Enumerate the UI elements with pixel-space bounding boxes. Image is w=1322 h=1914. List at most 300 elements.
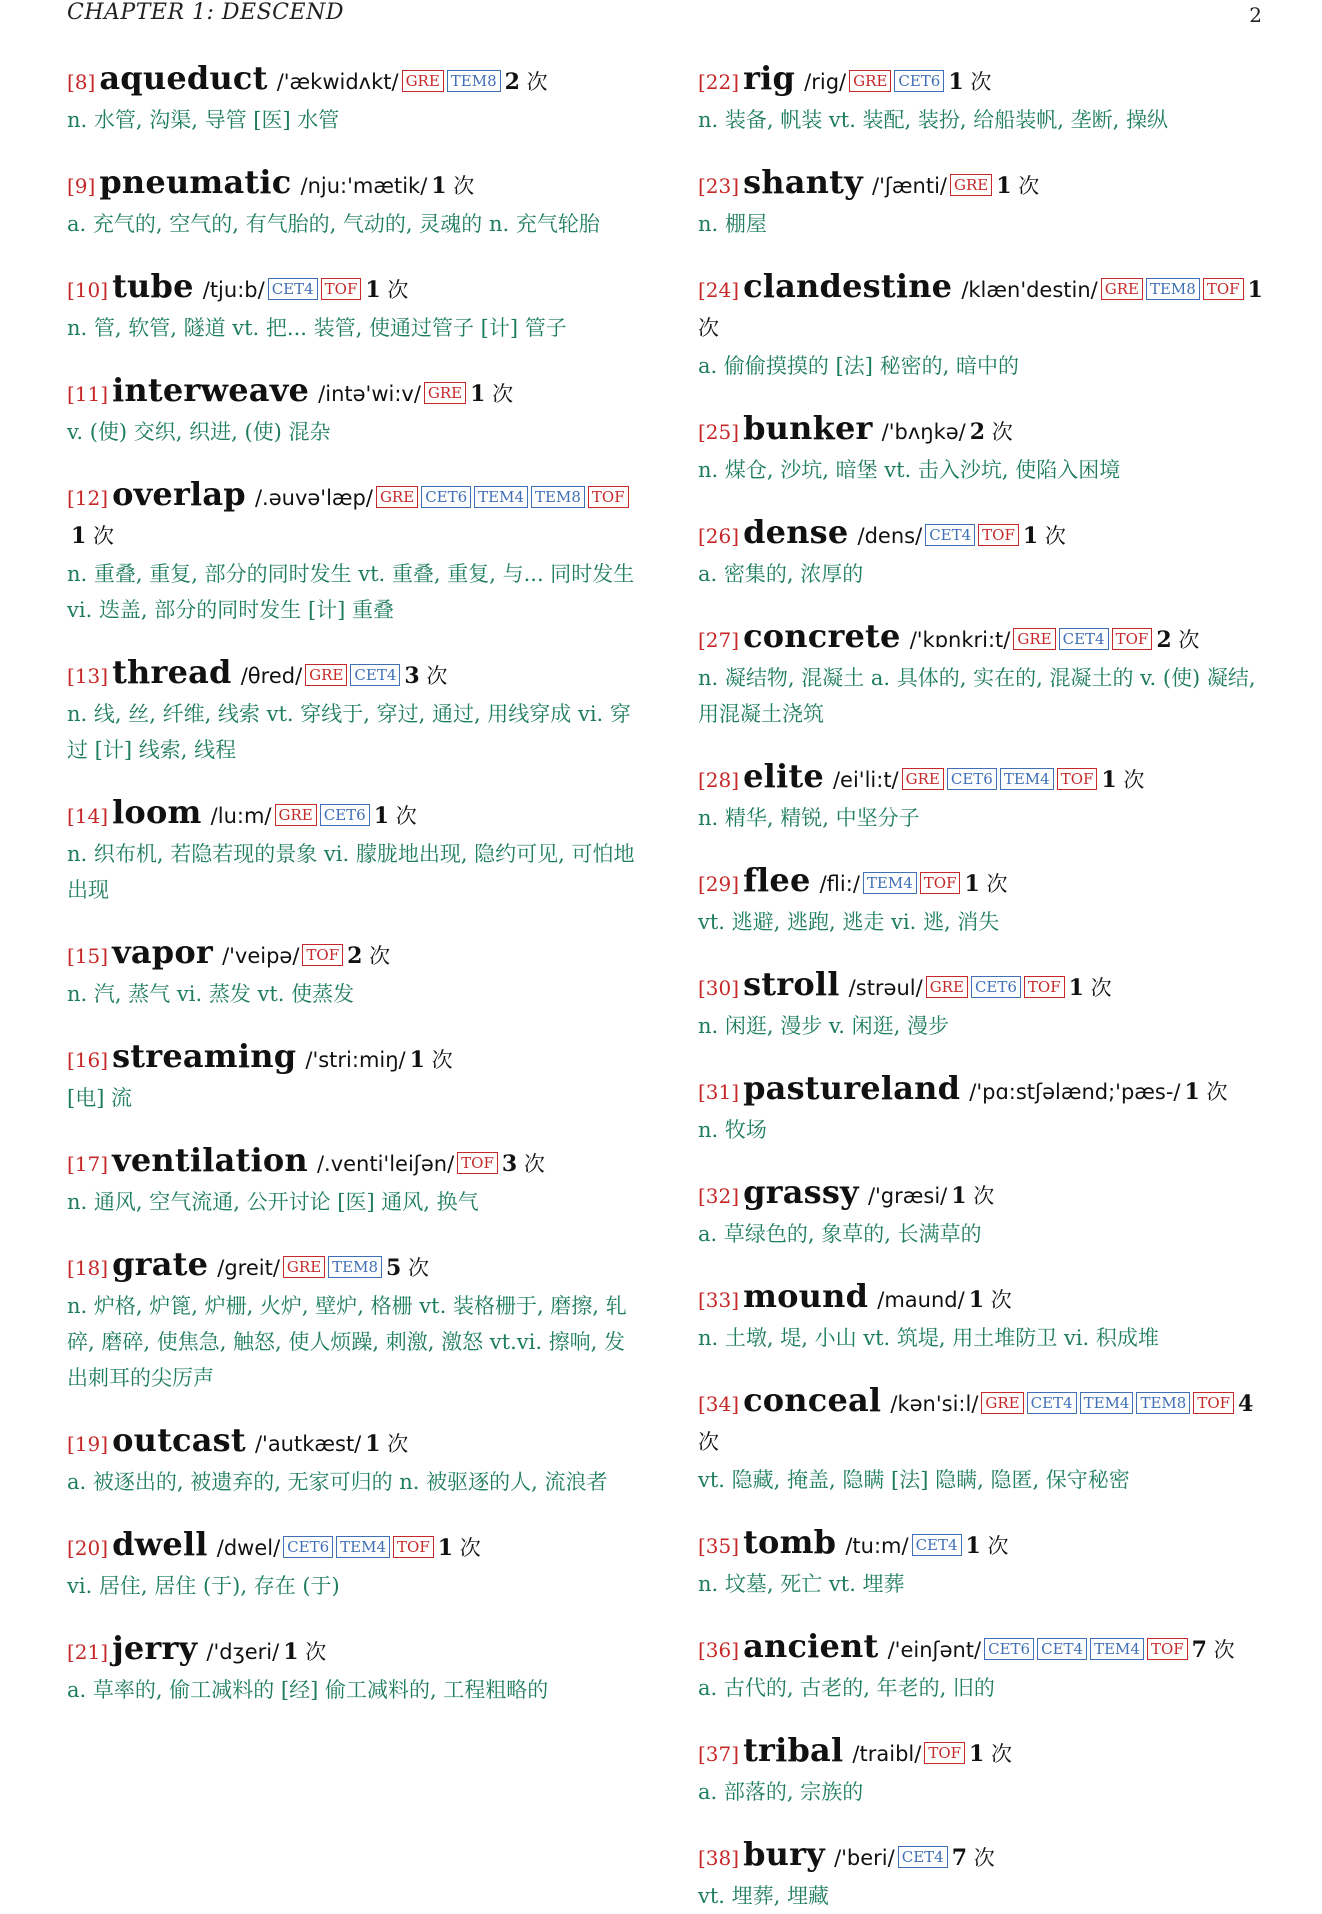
- count-unit: 次: [523, 1152, 545, 1176]
- phonetic: /rig/: [804, 70, 847, 94]
- count-number: 1: [969, 1741, 985, 1767]
- count-unit: 次: [991, 420, 1013, 444]
- count-number: 2: [969, 419, 986, 445]
- entry-headline: [67, 1526, 642, 1568]
- entry-headline: [698, 60, 1278, 102]
- headword: interweave: [112, 371, 310, 409]
- count-unit: 次: [973, 1846, 995, 1870]
- phonetic: /klæn'destin/: [961, 278, 1098, 302]
- word-entry: [698, 1524, 1278, 1602]
- frequency-count: [966, 1534, 1009, 1558]
- entry-index: [16]: [67, 1048, 109, 1072]
- headword: dense: [743, 513, 849, 551]
- count-unit: 次: [1206, 1080, 1228, 1104]
- phonetic: /'autkæst/: [254, 1432, 362, 1456]
- word-entry: [698, 410, 1278, 488]
- entry-headline: [698, 862, 1278, 904]
- count-number: 3: [501, 1151, 518, 1177]
- exam-tag-cet4: CET4: [1037, 1638, 1087, 1660]
- exam-tag-tof: TOF: [924, 1742, 965, 1764]
- definition: n. 棚屋: [698, 212, 767, 236]
- phonetic: /'einʃənt/: [887, 1638, 982, 1662]
- exam-tag-tem4: TEM4: [1090, 1638, 1144, 1660]
- entry-index: [13]: [67, 664, 109, 688]
- definition: n. 线, 丝, 纤维, 线索 vt. 穿线于, 穿过, 通过, 用线穿成 vi. 穿过 [计] 线索, 线程: [67, 702, 631, 762]
- phonetic: /strəul/: [848, 976, 923, 1000]
- word-entry: [67, 268, 642, 346]
- word-entry: [67, 1038, 642, 1116]
- word-entry: [67, 934, 642, 1012]
- entry-headline: [67, 164, 642, 206]
- exam-tag-cet6: CET6: [971, 976, 1021, 998]
- page-number: 2: [1249, 3, 1262, 27]
- headword: outcast: [112, 1421, 246, 1459]
- phonetic: /lu:m/: [210, 804, 272, 828]
- frequency-count: [438, 1536, 481, 1560]
- phonetic: /.venti'leiʃən/: [316, 1152, 455, 1176]
- entry-index: [22]: [698, 70, 740, 94]
- definition: n. 炉格, 炉篦, 炉栅, 火炉, 壁炉, 格栅 vt. 装格栅于, 磨擦, 轧碎, 磨碎, 使焦急, 触怒, 使人烦躁, 刺激, 激怒 vt.vi. 擦响, 发出刺耳的尖厉声: [67, 1294, 627, 1390]
- count-number: 1: [470, 381, 486, 407]
- frequency-count: [365, 278, 408, 302]
- definition: n. 管, 软管, 隧道 vt. 把... 装管, 使通过管子 [计] 管子: [67, 316, 567, 340]
- frequency-count: [969, 1288, 1012, 1312]
- definition: n. 煤仓, 沙坑, 暗堡 vt. 击入沙坑, 使陷入困境: [698, 458, 1121, 482]
- exam-tag-cet6: CET6: [947, 768, 997, 790]
- count-number: 1: [365, 277, 381, 303]
- count-number: 1: [1068, 975, 1084, 1001]
- exam-tag-tem8: TEM8: [1146, 278, 1200, 300]
- exam-tag-tof: TOF: [1057, 768, 1098, 790]
- frequency-count: [374, 804, 417, 828]
- frequency-count: [1185, 1080, 1228, 1104]
- exam-tag-cet6: CET6: [894, 70, 944, 92]
- exam-tag-tem4: TEM4: [474, 486, 528, 508]
- entry-headline: [698, 618, 1278, 660]
- entry-index: [17]: [67, 1152, 109, 1176]
- word-entry: [67, 60, 642, 138]
- definition: vi. 居住, 居住 (于), 存在 (于): [67, 1574, 340, 1598]
- definition: n. 土墩, 堤, 小山 vt. 筑堤, 用土堆防卫 vi. 积成堆: [698, 1326, 1159, 1350]
- headword: pastureland: [743, 1069, 961, 1107]
- headword: pneumatic: [99, 163, 292, 201]
- definition: n. 通风, 空气流通, 公开讨论 [医] 通风, 换气: [67, 1190, 479, 1214]
- exam-tag-tof: TOF: [393, 1536, 434, 1558]
- count-unit: 次: [973, 1184, 995, 1208]
- entry-headline: [67, 654, 642, 696]
- frequency-count: [952, 1846, 995, 1870]
- frequency-count: [1156, 628, 1199, 652]
- count-unit: 次: [526, 70, 548, 94]
- entry-index: [18]: [67, 1256, 109, 1280]
- left-column: [67, 60, 642, 1708]
- count-unit: 次: [970, 70, 992, 94]
- count-number: 7: [951, 1845, 968, 1871]
- headword: bury: [743, 1835, 825, 1873]
- count-number: 1: [996, 173, 1012, 199]
- exam-tag-cet4: CET4: [350, 664, 400, 686]
- frequency-count: [948, 70, 991, 94]
- phonetic: /greit/: [217, 1256, 280, 1280]
- frequency-count: [410, 1048, 453, 1072]
- exam-tag-cet4: CET4: [912, 1534, 962, 1556]
- count-number: 1: [948, 69, 964, 95]
- entry-headline: [67, 1422, 642, 1464]
- frequency-count: [1069, 976, 1112, 1000]
- count-number: 1: [1022, 523, 1039, 549]
- exam-tag-gre: GRE: [981, 1392, 1023, 1414]
- definition: n. 装备, 帆装 vt. 装配, 装扮, 给船装帆, 垄断, 操纵: [698, 108, 1168, 132]
- entry-index: [14]: [67, 804, 109, 828]
- exam-tag-tof: TOF: [1024, 976, 1065, 998]
- entry-index: [15]: [67, 944, 109, 968]
- entry-headline: [698, 1278, 1278, 1320]
- exam-tag-cet4: CET4: [1027, 1392, 1077, 1414]
- entry-index: [10]: [67, 278, 109, 302]
- exam-tag-gre: GRE: [376, 486, 418, 508]
- exam-tag-tof: TOF: [1112, 628, 1153, 650]
- entry-headline: [698, 1382, 1278, 1462]
- frequency-count: [969, 1742, 1012, 1766]
- definition: n. 凝结物, 混凝土 a. 具体的, 实在的, 混凝土的 v. (使) 凝结, 用混凝土浇筑: [698, 666, 1256, 726]
- count-unit: 次: [369, 944, 391, 968]
- count-number: 1: [964, 871, 980, 897]
- phonetic: /'ækwidʌkt/: [276, 70, 399, 94]
- headword: rig: [743, 59, 796, 97]
- word-entry: [67, 794, 642, 908]
- definition: vt. 隐藏, 掩盖, 隐瞒 [法] 隐瞒, 隐匿, 保守秘密: [698, 1468, 1130, 1492]
- exam-tag-tof: TOF: [1193, 1392, 1234, 1414]
- entry-index: [33]: [698, 1288, 740, 1312]
- exam-tag-tof: TOF: [1203, 278, 1244, 300]
- word-entry: [67, 372, 642, 450]
- word-entry: [67, 1630, 642, 1708]
- count-number: 1: [283, 1639, 299, 1665]
- entry-headline: [698, 1732, 1278, 1774]
- count-unit: 次: [395, 804, 417, 828]
- entry-headline: [67, 60, 642, 102]
- count-number: 1: [1184, 1079, 1200, 1105]
- exam-tag-tem8: TEM8: [447, 70, 501, 92]
- definition: n. 闲逛, 漫步 v. 闲逛, 漫步: [698, 1014, 949, 1038]
- exam-tag-tof: TOF: [1147, 1638, 1188, 1660]
- phonetic: /ei'li:t/: [832, 768, 899, 792]
- exam-tag-gre: GRE: [275, 804, 317, 826]
- exam-tag-gre: GRE: [1013, 628, 1055, 650]
- entry-index: [32]: [698, 1184, 740, 1208]
- exam-tag-tem4: TEM4: [863, 872, 917, 894]
- count-number: 1: [437, 1535, 454, 1561]
- exam-tag-gre: GRE: [926, 976, 968, 998]
- entry-index: [27]: [698, 628, 740, 652]
- headword: elite: [743, 757, 824, 795]
- headword: mound: [743, 1277, 869, 1315]
- frequency-count: [470, 382, 513, 406]
- headword: tribal: [743, 1731, 844, 1769]
- exam-tag-cet6: CET6: [320, 804, 370, 826]
- exam-tag-tof: TOF: [920, 872, 961, 894]
- definition: a. 充气的, 空气的, 有气胎的, 气动的, 灵魂的 n. 充气轮胎: [67, 212, 600, 236]
- exam-tag-tof: TOF: [321, 278, 362, 300]
- word-entry: [698, 758, 1278, 836]
- count-unit: 次: [987, 1534, 1009, 1558]
- frequency-count: [404, 664, 447, 688]
- phonetic: /intə'wi:v/: [318, 382, 421, 406]
- entry-index: [36]: [698, 1638, 740, 1662]
- phonetic: /'beri/: [834, 1846, 895, 1870]
- headword: aqueduct: [99, 59, 268, 97]
- exam-tag-tem4: TEM4: [1000, 768, 1054, 790]
- count-unit: 次: [453, 174, 475, 198]
- frequency-count: [365, 1432, 408, 1456]
- frequency-count: [431, 174, 474, 198]
- count-number: 5: [386, 1255, 402, 1281]
- entry-index: [19]: [67, 1432, 109, 1456]
- count-number: 7: [1191, 1637, 1207, 1663]
- phonetic: /θred/: [240, 664, 303, 688]
- count-unit: 次: [1090, 976, 1112, 1000]
- headword: overlap: [112, 475, 246, 513]
- entry-index: [12]: [67, 486, 109, 510]
- headword: grate: [112, 1245, 209, 1283]
- entry-headline: [698, 164, 1278, 206]
- entry-headline: [698, 410, 1278, 452]
- definition: n. 精华, 精锐, 中坚分子: [698, 806, 920, 830]
- entry-headline: [698, 514, 1278, 556]
- count-unit: 次: [698, 316, 719, 340]
- exam-tag-cet4: CET4: [925, 524, 975, 546]
- entry-index: [25]: [698, 420, 740, 444]
- frequency-count: [1023, 524, 1066, 548]
- frequency-count: [964, 872, 1007, 896]
- frequency-count: [71, 524, 114, 548]
- phonetic: /maund/: [877, 1288, 965, 1312]
- headword: flee: [743, 861, 811, 899]
- exam-tag-tof: TOF: [978, 524, 1019, 546]
- headword: bunker: [743, 409, 873, 447]
- entry-headline: [67, 934, 642, 976]
- word-entry: [698, 966, 1278, 1044]
- entry-headline: [698, 1836, 1278, 1878]
- count-unit: 次: [387, 278, 409, 302]
- exam-tag-tem4: TEM4: [1080, 1392, 1134, 1414]
- exam-tag-cet6: CET6: [421, 486, 471, 508]
- exam-tag-cet4: CET4: [268, 278, 318, 300]
- definition: a. 草绿色的, 象草的, 长满草的: [698, 1222, 982, 1246]
- count-unit: 次: [431, 1048, 453, 1072]
- definition: a. 被逐出的, 被遗弃的, 无家可归的 n. 被驱逐的人, 流浪者: [67, 1470, 608, 1494]
- entry-headline: [698, 758, 1278, 800]
- exam-tag-tem8: TEM8: [328, 1256, 382, 1278]
- entry-headline: [67, 476, 642, 556]
- word-entry: [67, 1422, 642, 1500]
- entry-index: [8]: [67, 70, 96, 94]
- word-entry: [698, 1070, 1278, 1148]
- definition: n. 重叠, 重复, 部分的同时发生 vt. 重叠, 重复, 与... 同时发生 vi. 迭盖, 部分的同时发生 [计] 重叠: [67, 562, 635, 622]
- count-unit: 次: [1178, 628, 1200, 652]
- exam-tag-cet6: CET6: [984, 1638, 1034, 1660]
- definition: a. 古代的, 古老的, 年老的, 旧的: [698, 1676, 995, 1700]
- exam-tag-cet4: CET4: [1059, 628, 1109, 650]
- entry-headline: [67, 1038, 642, 1080]
- headword: grassy: [743, 1173, 859, 1211]
- entry-headline: [67, 268, 642, 310]
- headword: ancient: [743, 1627, 879, 1665]
- headword: loom: [112, 793, 202, 831]
- phonetic: /'bʌŋkə/: [881, 420, 966, 444]
- entry-index: [20]: [67, 1536, 109, 1560]
- count-unit: 次: [408, 1256, 430, 1280]
- phonetic: /.əuvə'læp/: [254, 486, 373, 510]
- entry-index: [29]: [698, 872, 740, 896]
- exam-tag-gre: GRE: [1101, 278, 1143, 300]
- word-entry: [67, 1246, 642, 1396]
- entry-index: [28]: [698, 768, 740, 792]
- entry-index: [9]: [67, 174, 96, 198]
- right-column: [698, 60, 1278, 1914]
- word-entry: [698, 1278, 1278, 1356]
- word-entry: [698, 862, 1278, 940]
- count-unit: 次: [426, 664, 448, 688]
- entry-index: [35]: [698, 1534, 740, 1558]
- entry-index: [11]: [67, 382, 109, 406]
- entry-headline: [67, 1142, 642, 1184]
- entry-index: [26]: [698, 524, 740, 548]
- count-number: 1: [71, 523, 87, 549]
- count-number: 4: [1238, 1391, 1254, 1417]
- exam-tag-gre: GRE: [402, 70, 444, 92]
- definition: [电] 流: [67, 1086, 133, 1110]
- word-entry: [67, 476, 642, 628]
- entry-index: [24]: [698, 278, 740, 302]
- headword: conceal: [743, 1381, 882, 1419]
- phonetic: /traibl/: [852, 1742, 922, 1766]
- definition: n. 坟墓, 死亡 vt. 埋葬: [698, 1572, 905, 1596]
- exam-tag-gre: GRE: [849, 70, 891, 92]
- phonetic: /'stri:miŋ/: [305, 1048, 406, 1072]
- count-number: 1: [431, 173, 447, 199]
- entry-index: [31]: [698, 1080, 740, 1104]
- count-unit: 次: [1213, 1638, 1235, 1662]
- entry-headline: [698, 1628, 1278, 1670]
- entry-index: [21]: [67, 1640, 109, 1664]
- headword: stroll: [743, 965, 840, 1003]
- exam-tag-gre: GRE: [950, 174, 992, 196]
- count-number: 1: [373, 803, 390, 829]
- exam-tag-tof: TOF: [302, 944, 343, 966]
- count-number: 3: [404, 663, 420, 689]
- headword: vapor: [112, 933, 213, 971]
- headword: clandestine: [743, 267, 953, 305]
- entry-headline: [67, 1630, 642, 1672]
- frequency-count: [970, 420, 1013, 444]
- phonetic: /tju:b/: [202, 278, 265, 302]
- definition: a. 草率的, 偷工减料的 [经] 偷工减料的, 工程粗略的: [67, 1678, 549, 1702]
- frequency-count: [1192, 1638, 1235, 1662]
- word-entry: [67, 164, 642, 242]
- count-unit: 次: [1123, 768, 1145, 792]
- phonetic: /fli:/: [819, 872, 860, 896]
- count-number: 1: [1101, 767, 1117, 793]
- count-unit: 次: [459, 1536, 481, 1560]
- headword: shanty: [743, 163, 863, 201]
- count-unit: 次: [991, 1742, 1013, 1766]
- frequency-count: [283, 1640, 326, 1664]
- headword: jerry: [112, 1629, 198, 1667]
- phonetic: /tu:m/: [845, 1534, 909, 1558]
- frequency-count: [951, 1184, 994, 1208]
- exam-tag-tem8: TEM8: [1136, 1392, 1190, 1414]
- phonetic: /kən'si:l/: [890, 1392, 979, 1416]
- count-unit: 次: [93, 524, 114, 548]
- chapter-title: CHAPTER 1: DESCEND: [67, 0, 344, 25]
- frequency-count: [1101, 768, 1144, 792]
- exam-tag-cet6: CET6: [283, 1536, 333, 1558]
- word-entry: [698, 60, 1278, 138]
- frequency-count: [386, 1256, 429, 1280]
- headword: concrete: [743, 617, 901, 655]
- word-entry: [698, 1732, 1278, 1810]
- entry-headline: [698, 1524, 1278, 1566]
- count-number: 2: [347, 943, 363, 969]
- entry-index: [34]: [698, 1392, 740, 1416]
- definition: n. 汽, 蒸气 vi. 蒸发 vt. 使蒸发: [67, 982, 355, 1006]
- entry-headline: [67, 794, 642, 836]
- definition: a. 密集的, 浓厚的: [698, 562, 864, 586]
- entry-headline: [67, 372, 642, 414]
- frequency-count: [502, 1152, 545, 1176]
- count-number: 1: [409, 1047, 425, 1073]
- entry-headline: [698, 1174, 1278, 1216]
- exam-tag-gre: GRE: [424, 382, 466, 404]
- exam-tag-tof: TOF: [457, 1152, 498, 1174]
- phonetic: /'dʒeri/: [206, 1640, 280, 1664]
- definition: vt. 埋葬, 埋藏: [698, 1884, 830, 1908]
- frequency-count: [347, 944, 390, 968]
- word-entry: [698, 514, 1278, 592]
- headword: dwell: [112, 1525, 208, 1563]
- count-unit: 次: [305, 1640, 327, 1664]
- definition: n. 织布机, 若隐若现的景象 vi. 朦胧地出现, 隐约可见, 可怕地出现: [67, 842, 635, 902]
- phonetic: /'pɑ:stʃəlænd;'pæs-/: [969, 1080, 1181, 1104]
- count-number: 1: [965, 1533, 981, 1559]
- count-unit: 次: [1044, 524, 1066, 548]
- entry-headline: [698, 268, 1278, 348]
- count-number: 1: [951, 1183, 967, 1209]
- frequency-count: [505, 70, 548, 94]
- definition: n. 水管, 沟渠, 导管 [医] 水管: [67, 108, 340, 132]
- count-number: 2: [504, 69, 520, 95]
- headword: thread: [112, 653, 232, 691]
- entry-headline: [698, 1070, 1278, 1112]
- entry-index: [23]: [698, 174, 740, 198]
- phonetic: /dwel/: [216, 1536, 281, 1560]
- definition: a. 部落的, 宗族的: [698, 1780, 864, 1804]
- word-entry: [67, 1526, 642, 1604]
- phonetic: /dens/: [857, 524, 923, 548]
- word-entry: [698, 618, 1278, 732]
- exam-tag-gre: GRE: [283, 1256, 325, 1278]
- word-entry: [698, 268, 1278, 384]
- definition: a. 偷偷摸摸的 [法] 秘密的, 暗中的: [698, 354, 1019, 378]
- count-unit: 次: [698, 1430, 719, 1454]
- exam-tag-cet4: CET4: [898, 1846, 948, 1868]
- headword: ventilation: [112, 1141, 308, 1179]
- count-number: 1: [365, 1431, 381, 1457]
- word-entry: [698, 164, 1278, 242]
- phonetic: /'ʃænti/: [872, 174, 947, 198]
- phonetic: /'veipə/: [222, 944, 300, 968]
